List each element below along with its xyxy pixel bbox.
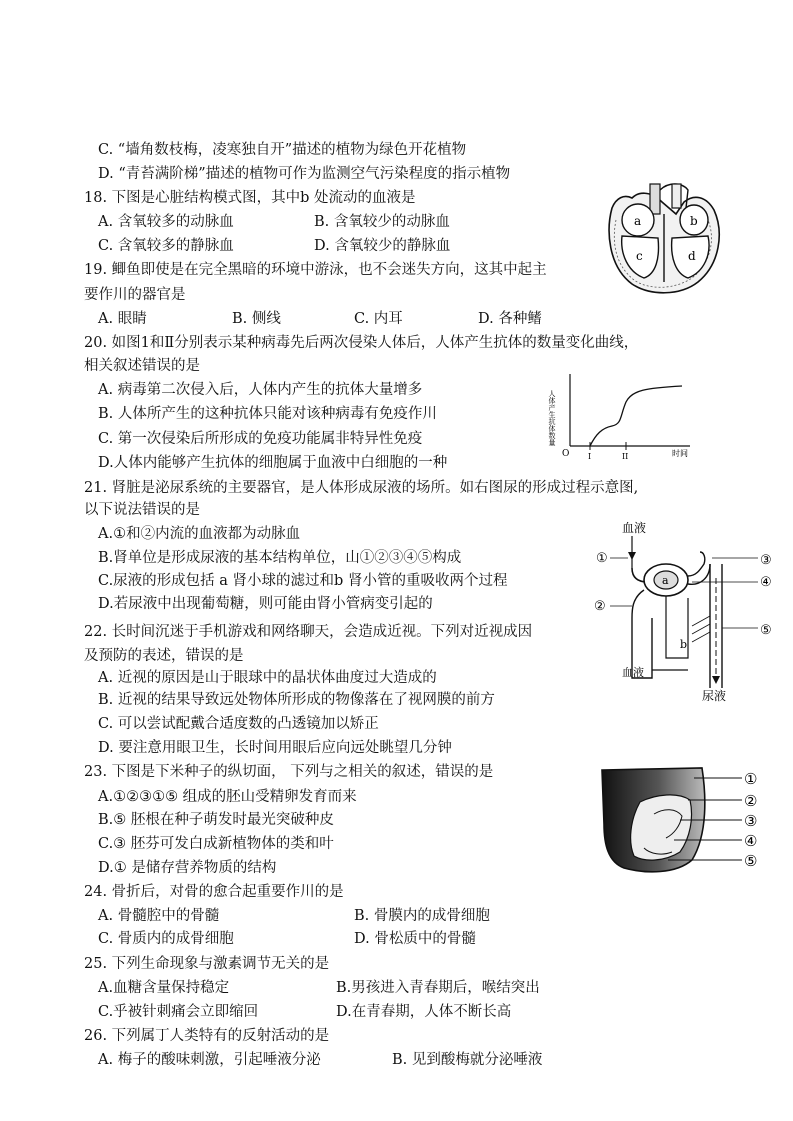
seed-label-5: ⑤ <box>744 852 758 870</box>
nephron-label-b: b <box>680 638 688 651</box>
q22-option-d: D. 要注意用眼卫生，长时间用眼后应向远处眺望几分钟 <box>98 740 452 756</box>
chart-tick-label-I: I <box>588 452 592 461</box>
chart-tick-label-II: II <box>622 452 629 461</box>
q24-option-b: B. 骨膜内的成骨细胞 <box>354 908 490 924</box>
q18-option-b: B. 含氧较少的动脉血 <box>314 214 450 230</box>
q18-stem: 18. 下图是心脏结构模式图，其中b 处流动的血液是 <box>84 190 416 206</box>
q26-option-b: B. 见到酸梅就分泌唾液 <box>392 1052 543 1068</box>
q25-stem: 25. 下列生命现象与激素调节无关的是 <box>84 956 330 972</box>
q24-stem: 24. 骨折后，对骨的愈合起重要作川的是 <box>84 884 344 900</box>
q17-option-d: D. “青苔满阶梯”描述的植物可作为监测空气污染程度的指示植物 <box>98 166 511 182</box>
q19-option-a: A. 眼睛 <box>98 311 147 327</box>
q25-option-b: B.男孩进入青春期后，喉结突出 <box>336 980 540 996</box>
nephron-label-3: ③ <box>760 553 772 568</box>
heart-diagram <box>602 180 730 300</box>
q23-stem: 23. 下图是下米种子的纵切面， 下列与之相关的叙述，错误的是 <box>84 764 494 780</box>
seed-label-1: ① <box>744 770 758 788</box>
q20-option-d: D.人体内能够产生抗体的细胞属于血液中白细胞的一种 <box>98 455 448 471</box>
q19-stem-line1: 19. 鲫鱼即使是在完全黑暗的环境中游泳，也不会迷失方向，这其中起主 <box>84 262 547 278</box>
q22-option-a: A. 近视的原因是山于眼球中的晶状体曲度过大造成的 <box>98 670 437 686</box>
q20-option-c: C. 第一次侵染后所形成的免疫功能属非特异性免疫 <box>98 431 423 447</box>
seed-label-4: ④ <box>744 832 758 850</box>
q25-option-c: C.乎被针刺痛会立即缩回 <box>98 1004 259 1020</box>
q23-option-a: A.①②③①⑤ 组成的胚山受精卵发育而来 <box>98 789 357 805</box>
q21-stem-line2: 以下说法错误的是 <box>84 502 200 518</box>
q22-option-c: C. 可以尝试配戴合适度数的凸透镜加以矫正 <box>98 716 379 732</box>
q20-stem-line2: 相关叙述错误的是 <box>84 358 200 374</box>
seed-label-3: ③ <box>744 812 758 830</box>
antibody-curve-chart <box>550 370 700 460</box>
heart-label-d: d <box>688 249 696 263</box>
nephron-label-5: ⑤ <box>760 623 772 638</box>
q21-option-b: B.肾单位是形成尿液的基本结构单位，山①②③④⑤构成 <box>98 550 462 566</box>
q25-option-a: A.血糖含量保持稳定 <box>98 980 230 996</box>
seed-label-2: ② <box>744 792 758 810</box>
q19-stem-line2: 要作川的器官是 <box>84 287 186 303</box>
q24-option-d: D. 骨松质中的骨髓 <box>354 931 476 947</box>
q20-stem-line1: 20. 如图1和Ⅱ分别表示某种病毒先后两次侵染人体后，人体产生抗体的数量变化曲线， <box>84 335 639 351</box>
nephron-blood-top-label: 血液 <box>622 521 647 535</box>
q25-option-d: D.在青春期，人体不断长高 <box>336 1004 512 1020</box>
q24-option-a: A. 骨髓腔中的骨髓 <box>98 908 220 924</box>
q22-option-b: B. 近视的结果导致远处物体所形成的物像落在了视网膜的前方 <box>98 692 495 708</box>
nephron-label-1: ① <box>596 551 608 566</box>
chart-ylabel: 人体产生抗体数量 <box>548 390 556 446</box>
q22-stem-line2: 及预防的表述，错误的是 <box>84 648 244 664</box>
q20-option-b: B. 人体所产生的这种抗体只能对该种病毒有免疫作川 <box>98 406 437 422</box>
q21-option-c: C.尿液的形成包括 a 肾小球的滤过和b 肾小管的重吸收两个过程 <box>98 573 508 589</box>
nephron-label-a: a <box>662 574 669 587</box>
q21-option-d: D.若尿液中出现葡萄糖，则可能由肾小管病变引起的 <box>98 596 433 612</box>
heart-label-c: c <box>636 249 643 263</box>
q21-option-a: A.①和②内流的血液都为动脉血 <box>98 526 301 542</box>
nephron-label-2: ② <box>594 599 606 614</box>
corn-seed-diagram <box>594 764 772 876</box>
q17-option-c: C. “墙角数枝梅，凌寒独自开”描述的植物为绿色开花植物 <box>98 142 467 158</box>
nephron-label-4: ④ <box>760 575 772 590</box>
q18-option-a: A. 含氧较多的动脉血 <box>98 214 234 230</box>
q19-option-d: D. 各种鳍 <box>478 311 542 327</box>
q19-option-b: B. 侧线 <box>232 311 281 327</box>
heart-label-a: a <box>634 214 642 228</box>
heart-label-b: b <box>690 214 698 228</box>
q26-stem: 26. 下列属丁人类特有的反射活动的是 <box>84 1028 330 1044</box>
q23-option-c: C.③ 胚芬可发白成新植物体的类和叶 <box>98 836 334 852</box>
q18-option-d: D. 含氧较少的静脉血 <box>314 238 451 254</box>
antibody-curve <box>590 386 682 446</box>
q22-stem-line1: 22. 长时间沉迷于手机游戏和网络聊天，会造成近视。下列对近视成因 <box>84 624 533 640</box>
chart-origin: O <box>562 449 570 459</box>
nephron-diagram <box>592 518 788 704</box>
q21-stem-line1: 21. 肾脏是泌尿系统的主要器官，是人体形成尿液的场所。如右图尿的形成过程示意图, <box>84 480 639 496</box>
q24-option-c: C. 骨质内的成骨细胞 <box>98 931 234 947</box>
q18-option-c: C. 含氧较多的静脉血 <box>98 238 234 254</box>
nephron-urine-label: 尿液 <box>702 689 727 703</box>
q23-option-d: D.① 是储存营养物质的结构 <box>98 860 277 876</box>
q19-option-c: C. 内耳 <box>354 311 403 327</box>
chart-xlabel: 时间 <box>672 449 688 458</box>
q23-option-b: B.⑤ 胚根在种子萌发时最光突破种皮 <box>98 812 334 828</box>
q26-option-a: A. 梅子的酸味刺激，引起唾液分泌 <box>98 1052 321 1068</box>
nephron-blood-bottom-label: 血液 <box>622 666 644 679</box>
q20-option-a: A. 病毒第二次侵入后，人体内产生的抗体大量增多 <box>98 382 423 398</box>
